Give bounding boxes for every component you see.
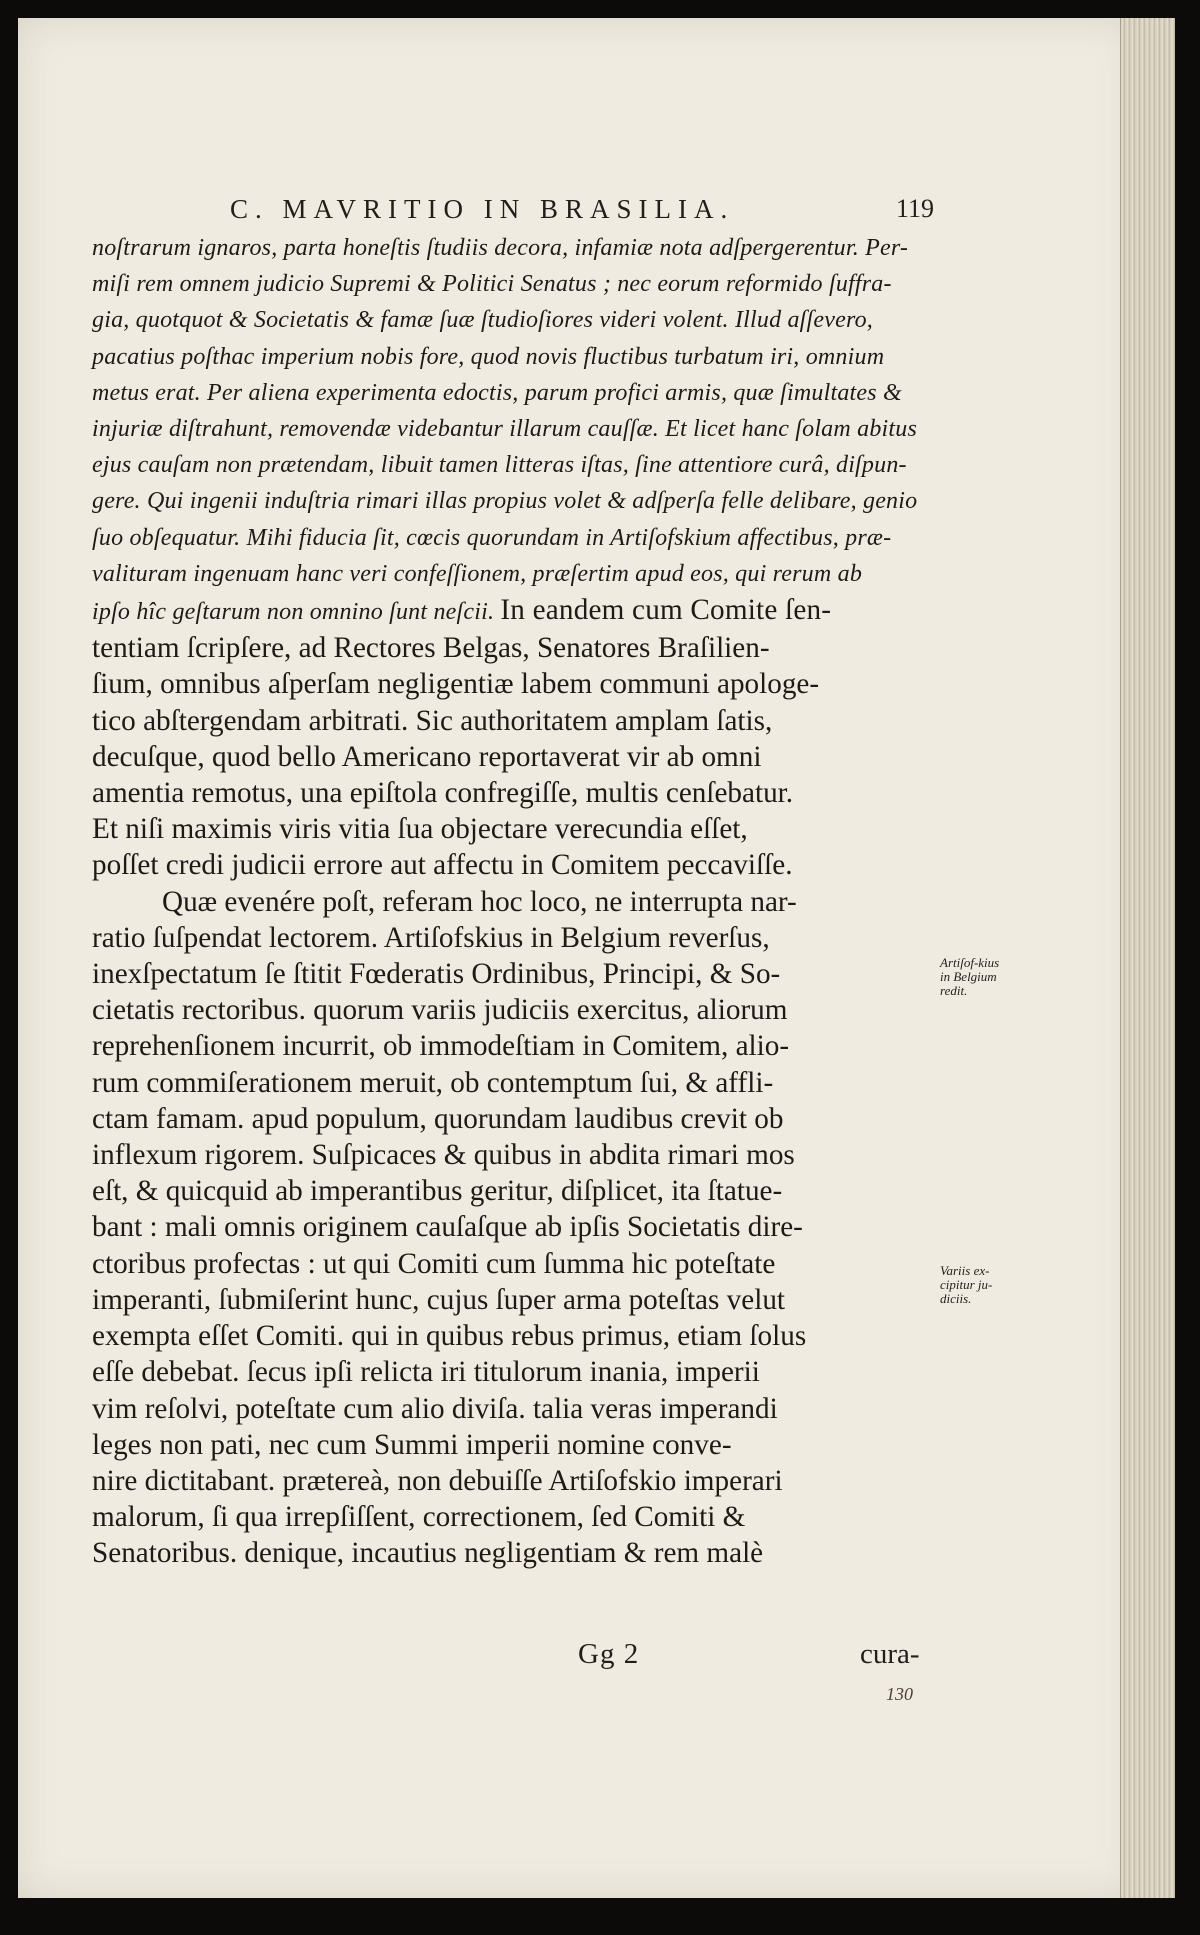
text-line: decuſque, quod bello Americano reportaverat vir ab omni bbox=[92, 740, 762, 773]
text-line: poſſet credi judicii errore aut affectu in Comitem peccaviſſe. bbox=[92, 849, 793, 882]
text-line: ratio ſuſpendat lectorem. Artiſofskius in Belgium reverſus, bbox=[92, 921, 770, 954]
text-line: nire dictitabant. prætereà, non debuiſſe Artiſofskio imperari bbox=[92, 1464, 783, 1497]
text-line: noſtrarum ignaros, parta honeſtis ſtudiis decora, infamiæ nota adſpergerentur. Per- bbox=[92, 235, 909, 261]
page-number: 119 bbox=[896, 194, 935, 223]
text-line: amentia remotus, una epiſtola confregiſſe, multis cenſebatur. bbox=[92, 777, 794, 810]
text-line: tico abſtergendam arbitrati. Sic authoritatem amplam ſatis, bbox=[92, 704, 773, 737]
text-line: eſt, & quicquid ab imperantibus geritur, diſplicet, ita ſtatue- bbox=[92, 1175, 783, 1208]
running-head bbox=[18, 194, 1138, 224]
text-line: cietatis rectoribus. quorum variis judiciis exercitus, aliorum bbox=[92, 994, 788, 1027]
text-line: Et niſi maximis viris vitia ſua objectare verecundia eſſet, bbox=[92, 813, 748, 846]
catchword: cura- bbox=[860, 1638, 920, 1670]
text-line: injuriæ diſtrahunt, removendæ videbantur illarum cauſſæ. Et licet hanc ſolam abitus bbox=[92, 416, 917, 443]
text-line: rum commiſerationem meruit, ob contemptum ſui, & affli- bbox=[92, 1066, 774, 1099]
text-line: ctam famam. apud populum, quorundam laudibus crevit ob bbox=[92, 1102, 784, 1135]
roman-segment: In eandem cum Comite ſen- bbox=[500, 594, 832, 627]
page-edges bbox=[1120, 18, 1175, 1898]
text-line: gia, quotquot & Societatis & famæ ſuæ ſtudioſiores videri volent. Illud aſſevero, bbox=[92, 307, 874, 334]
paragraph-start-line: Quæ evenére poſt, referam hoc loco, ne interrupta nar- bbox=[162, 885, 797, 918]
text-line: imperanti, ſubmiſerint hunc, cujus ſuper arma poteſtas velut bbox=[92, 1283, 786, 1316]
text-line: bant : mali omnis originem cauſaſque ab ipſis Societatis dire- bbox=[92, 1211, 803, 1244]
body-text bbox=[92, 230, 932, 1572]
text-line: eſſe debebat. ſecus ipſi relicta iri titulorum inania, imperii bbox=[92, 1356, 760, 1389]
text-line: vim reſolvi, poteſtate cum alio diviſa. talia veras imperandi bbox=[92, 1392, 778, 1425]
italic-segment: ipſo hîc geſtarum non omnino ſunt neſcii. bbox=[92, 599, 495, 626]
text-line: ejus cauſam non prætendam, libuit tamen litteras iſtas, ſine attentiore curâ, diſpun- bbox=[92, 452, 907, 479]
book-page bbox=[18, 18, 1138, 1898]
text-line: ſium, omnibus aſperſam negligentiæ labem communi apologe- bbox=[92, 668, 820, 701]
text-line: pacatius poſthac imperium nobis fore, quod novis fluctibus turbatum iri, omnium bbox=[92, 343, 885, 370]
margin-note-variis: Variis ex-cipitur ju-diciis. bbox=[940, 1263, 993, 1306]
text-line: reprehenſionem incurrit, ob immodeſtiam in Comitem, alio- bbox=[92, 1030, 790, 1063]
text-line-mixed bbox=[92, 592, 932, 630]
signature-mark: Gg 2 bbox=[578, 1638, 640, 1670]
text-line: inexſpectatum ſe ſtitit Fœderatis Ordinibus, Principi, & So- bbox=[92, 958, 781, 991]
text-line: Senatoribus. denique, incautius negligentiam & rem malè bbox=[92, 1537, 764, 1570]
text-line: metus erat. Per aliena experimenta edoctis, parum profici armis, quæ ſimultates & bbox=[92, 379, 902, 406]
handwritten-folio-number: 130 bbox=[886, 1684, 913, 1704]
text-line: malorum, ſi qua irrepſiſſent, correctionem, ſed Comiti & bbox=[92, 1501, 746, 1534]
text-line: inflexum rigorem. Suſpicaces & quibus in abdita rimari mos bbox=[92, 1139, 795, 1172]
margin-note-artisofskius: Artiſof-kius in Belgium redit. bbox=[940, 955, 1000, 998]
text-line: leges non pati, nec cum Summi imperii nomine conve- bbox=[92, 1428, 732, 1461]
running-title: C. MAVRITIO IN BRASILIA. bbox=[230, 194, 735, 224]
text-line: ctoribus profectas : ut qui Comiti cum ſumma hic poteſtate bbox=[92, 1247, 776, 1280]
text-line: ſuo obſequatur. Mihi fiducia ſit, cœcis quorundam in Artiſofskium affectibus, præ- bbox=[92, 524, 892, 551]
text-line: miſi rem omnem judicio Supremi & Politici Senatus ; nec eorum reformido ſuffra- bbox=[92, 271, 892, 298]
text-line: gere. Qui ingenii induſtria rimari illas propius volet & adſperſa felle delibare, genio bbox=[92, 488, 918, 515]
text-line: tentiam ſcripſere, ad Rectores Belgas, Senatores Braſilien- bbox=[92, 632, 770, 665]
text-line: exempta eſſet Comiti. qui in quibus rebus primus, etiam ſolus bbox=[92, 1320, 807, 1353]
text-line: valituram ingenuam hanc veri confeſſionem, præſertim apud eos, qui rerum ab bbox=[92, 560, 863, 587]
